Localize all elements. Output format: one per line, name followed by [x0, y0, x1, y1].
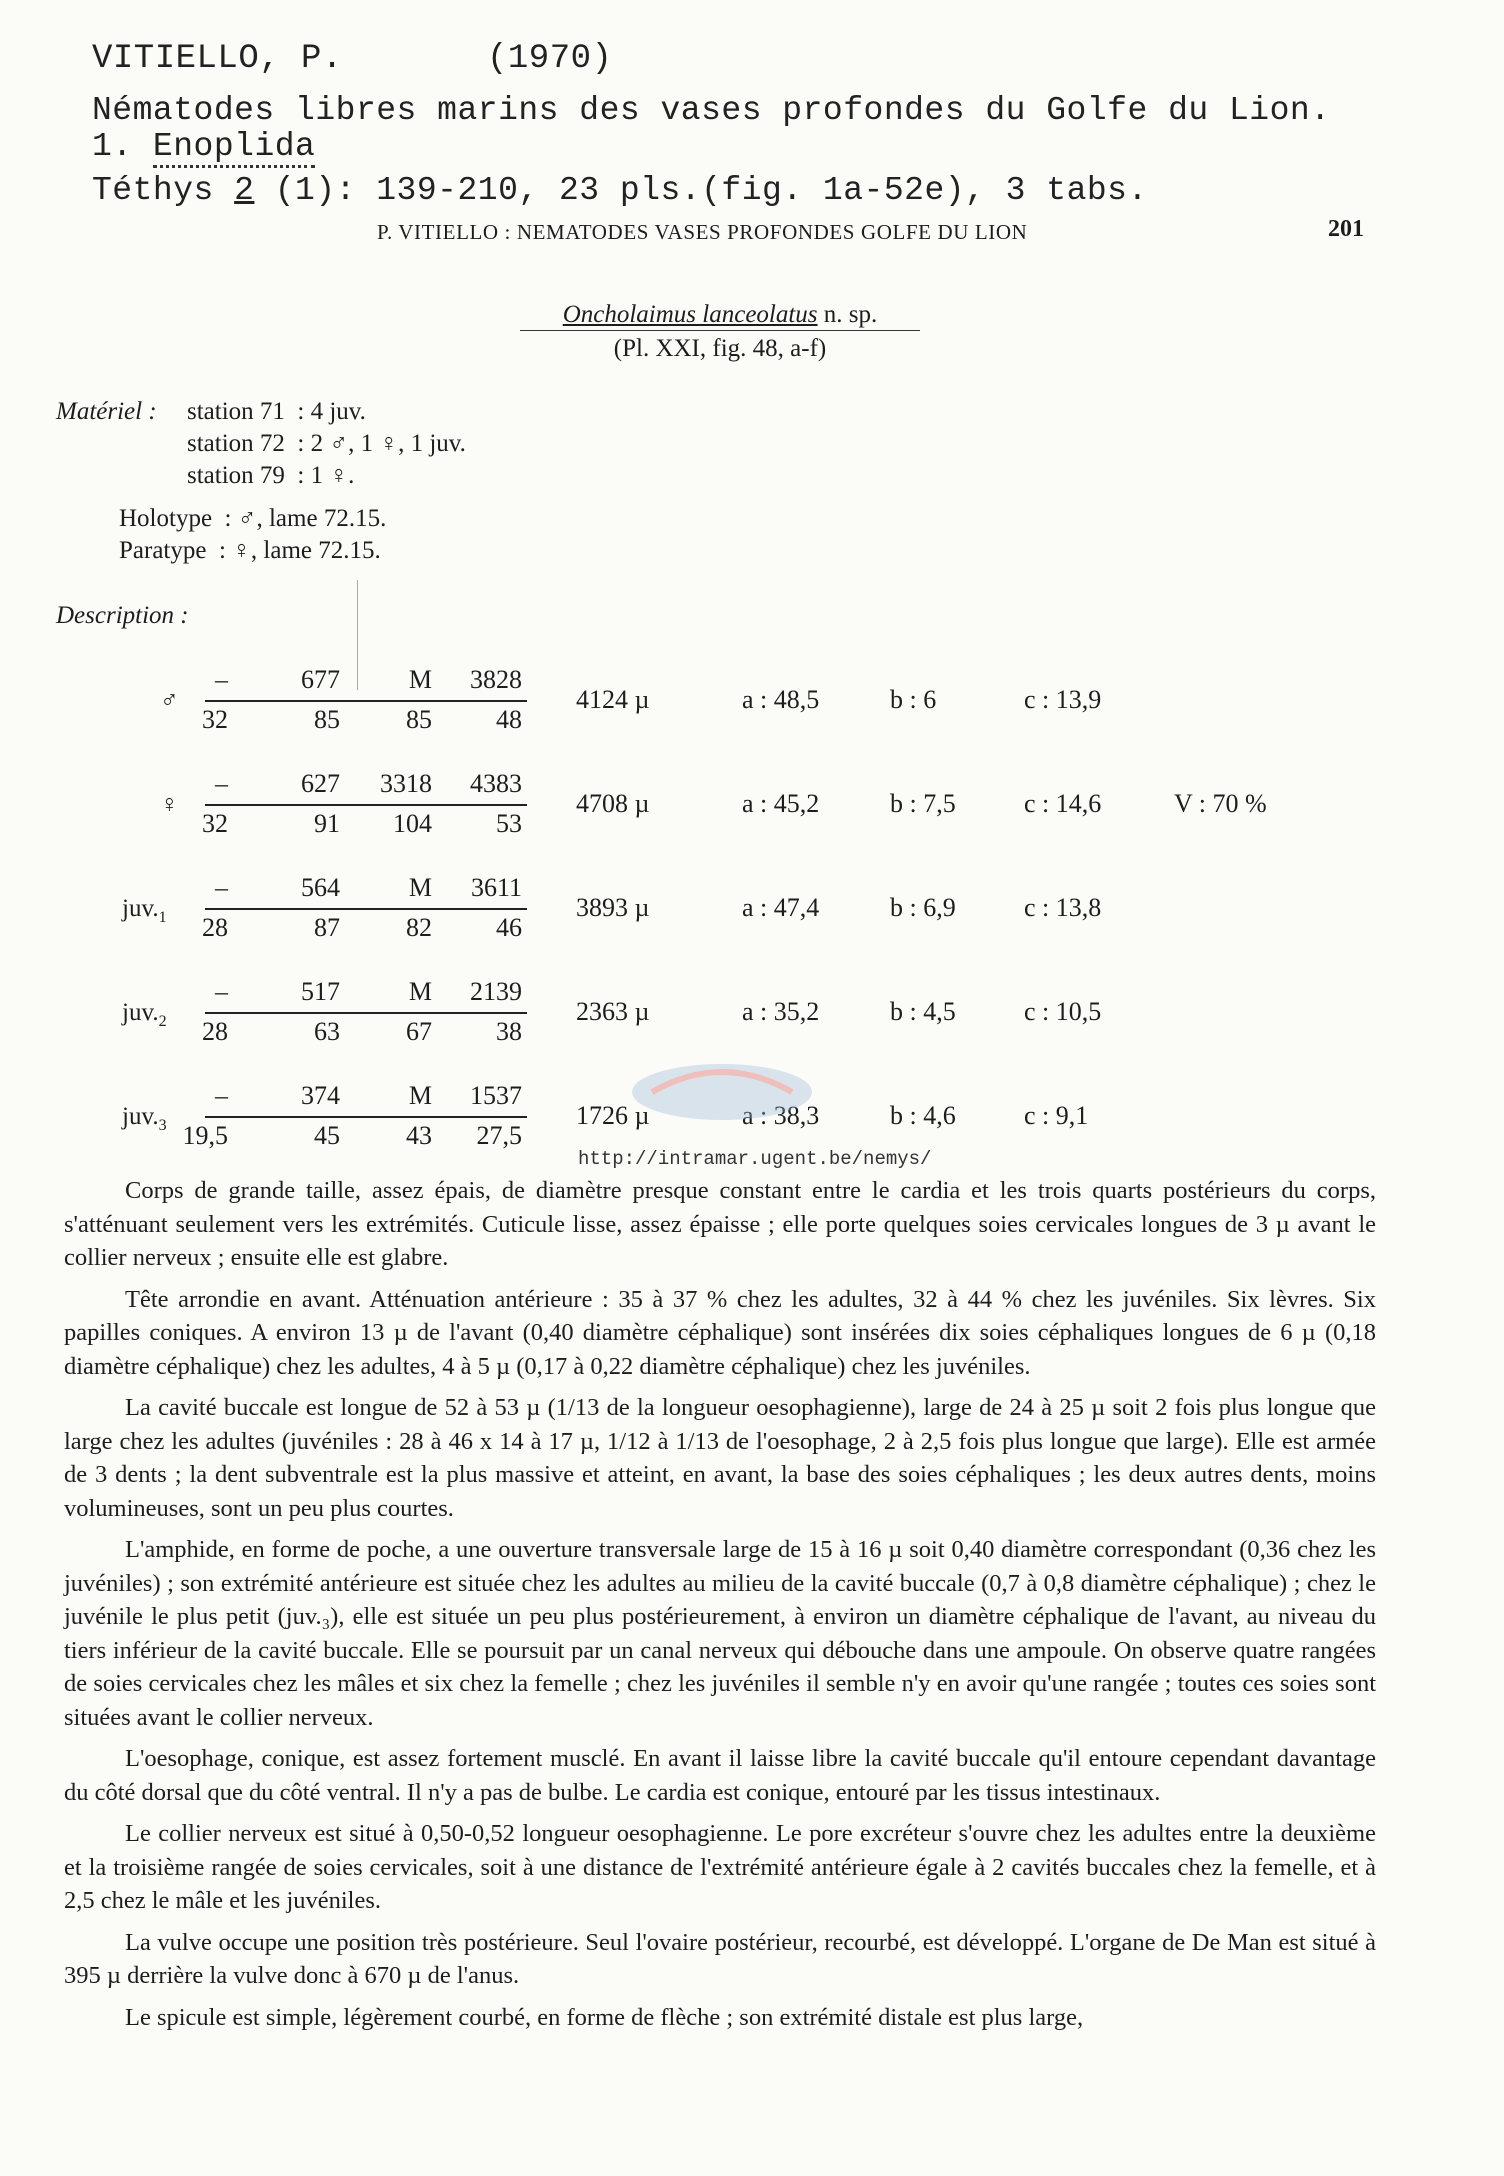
ratio-b: b : 4,5: [890, 997, 956, 1026]
paragraph-collier: Le collier nerveux est situé à 0,50-0,52 longueur oesophagienne. Le pore excréteur s'ouvre chez les adultes entre la deuxième et la troisième rangée de soies cervicales, soit à une distance de l'extrémité antérieure égale à 2 cavités buccales chez la femelle, et à 2,5 chez le mâle et les juvéniles.: [64, 1820, 1376, 1914]
formula-top-value: –: [215, 1081, 228, 1110]
watermark-url: http://intramar.ugent.be/nemys/: [578, 1148, 932, 1170]
formula-top-value: 3611: [470, 873, 522, 902]
ratio-c: c : 14,6: [1024, 789, 1102, 818]
paratype: Paratype : ♀, lame 72.15.: [119, 537, 381, 564]
formula-top-value: 3318: [380, 769, 432, 798]
formula-bottom-value: 45: [314, 1121, 340, 1150]
body-length: 3893 µ: [576, 893, 650, 922]
formula-bottom-value: 63: [314, 1017, 340, 1046]
citation-author: VITIELLO, P.: [92, 40, 343, 78]
formula-top-value: –: [215, 665, 228, 694]
species-name: Oncholaimus lanceolatus: [562, 301, 818, 328]
formula-bottom-value: 28: [202, 1017, 228, 1046]
formula-top-value: 2139: [470, 977, 522, 1006]
measure-label: ♀: [160, 791, 179, 818]
body-length: 2363 µ: [576, 997, 650, 1026]
description-label: Description :: [56, 602, 189, 629]
citation-title: Nématodes libres marins des vases profondes du Golfe du Lion.: [92, 92, 1331, 129]
paragraph-spicule: Le spicule est simple, légèrement courbé, en forme de flèche ; son extrémité distale est plus large,: [125, 2003, 1084, 2031]
station-79: station 79 : 1 ♀.: [187, 462, 355, 489]
formula-top-value: –: [215, 977, 228, 1006]
formula-bottom-value: 27,5: [476, 1121, 522, 1150]
body-length: 4708 µ: [576, 789, 650, 818]
formula-bar: [205, 700, 527, 702]
station-71: station 71 : 4 juv.: [187, 398, 366, 425]
formula-bottom-value: 91: [314, 809, 340, 838]
ratio-a: a : 35,2: [742, 997, 820, 1026]
title-rule: [520, 330, 920, 331]
formula-bottom-value: 32: [202, 705, 228, 734]
ratio-a: a : 48,5: [742, 685, 820, 714]
formula-top-value: –: [215, 873, 228, 902]
citation-subtitle: 1. Enoplida: [92, 128, 315, 165]
formula-top-value: 517: [301, 977, 340, 1006]
ratio-a: a : 38,3: [742, 1101, 820, 1130]
formula-top-value: –: [215, 769, 228, 798]
formula-top-value: 627: [301, 769, 340, 798]
formula-bottom-value: 28: [202, 913, 228, 942]
formula-bottom-value: 53: [496, 809, 522, 838]
ratio-a: a : 47,4: [742, 893, 820, 922]
paragraph-corps: Corps de grande taille, assez épais, de diamètre presque constant entre le cardia et les trois quarts postérieurs du corps, s'atténuant seulement vers les extrémités. Cuticule lisse, assez épaisse ; elle porte quelques soies cervicales longues de 3 µ avant le collier nerveux ; ensuite elle est glabre.: [64, 1177, 1376, 1271]
formula-bar: [205, 908, 527, 910]
paragraph-vulve: La vulve occupe une position très postérieure. Seul l'ovaire postérieur, recourbé, est développé. L'organe de De Man est situé à 395 µ derrière la vulve donc à 670 µ de l'anus.: [64, 1928, 1376, 1989]
formula-top-value: M: [408, 977, 432, 1006]
formula-bottom-value: 85: [406, 705, 432, 734]
paragraph-amphide: L'amphide, en forme de poche, a une ouverture transversale large de 15 à 16 µ soit 0,40 diamètre correspondant (0,36 chez les juvéniles) ; son extrémité antérieure est située chez les adultes au milieu de la cavité buccale (0,7 à 0,8 diamètre céphalique) ; chez le juvénile le plus petit (juv.₃), elle est située un peu plus postérieurement, à environ un diamètre céphalique de l'avant, au niveau du tiers inférieur de la cavité buccale. Elle se poursuit par un canal nerveux qui débouche dans une ampoule. On observe quatre rangées de soies cervicales chez les mâles et six chez la femelle ; chez les juvéniles il semble n'y en avoir qu'une rangée ; toutes ces soies sont situées avant le collier nerveux.: [64, 1536, 1376, 1731]
ratio-v: V : 70 %: [1174, 789, 1267, 818]
measure-label: $juv._1$: [122, 895, 167, 926]
citation-year: (1970): [487, 40, 613, 78]
formula-bottom-value: 82: [406, 913, 432, 942]
formula-bottom-value: 104: [393, 809, 432, 838]
formula-top-value: M: [408, 873, 432, 902]
formula-top-value: 1537: [470, 1081, 522, 1110]
formula-top-value: M: [408, 1081, 432, 1110]
formula-bottom-value: 46: [496, 913, 522, 942]
measure-label: ♂: [160, 687, 179, 714]
ratio-c: c : 13,9: [1024, 685, 1102, 714]
ratio-b: b : 6: [890, 685, 937, 714]
station-72: station 72 : 2 ♂, 1 ♀, 1 juv.: [187, 430, 466, 457]
formula-top-value: 677: [301, 665, 340, 694]
formula-bottom-value: 32: [202, 809, 228, 838]
body-text: [64, 1174, 1376, 2042]
scan-line: [357, 580, 358, 690]
page-number: 201: [1328, 216, 1364, 242]
ratio-a: a : 45,2: [742, 789, 820, 818]
ratio-b: b : 6,9: [890, 893, 956, 922]
formula-top-value: 4383: [470, 769, 522, 798]
paragraph-cavite: La cavité buccale est longue de 52 à 53 µ (1/13 de la longueur oesophagienne), large de 24 à 25 µ soit 2 fois plus longue que large chez les adultes (juvéniles : 28 à 46 x 14 à 17 µ, 1/12 à 1/13 de l'oesophage, 2 à 2,5 fois plus longue que large). Elle est armée de 3 dents ; la dent subventrale est la plus massive et atteint, en avant, la base des soies céphaliques ; les deux autres dents, moins volumineuses, sont un peu plus courtes.: [64, 1394, 1376, 1522]
ratio-b: b : 7,5: [890, 789, 956, 818]
formula-bottom-value: 19,5: [182, 1121, 228, 1150]
formula-top-value: 564: [301, 873, 340, 902]
materiel-label: Matériel :: [56, 398, 157, 425]
formula-bottom-value: 38: [496, 1017, 522, 1046]
formula-bar: [205, 1012, 527, 1014]
ratio-c: c : 9,1: [1024, 1101, 1089, 1130]
paragraph-oesophage: L'oesophage, conique, est assez fortement musclé. En avant il laisse libre la cavité buccale qu'il entoure cependant davantage du côté dorsal que du côté ventral. Il n'y a pas de bulbe. Le cardia est conique, entouré par les tissus intestinaux.: [64, 1745, 1376, 1806]
formula-bar: [205, 804, 527, 806]
measure-label: $juv._3$: [122, 1103, 167, 1134]
marlene-logo: [622, 1032, 822, 1132]
enoplida-underlined: Enoplida: [153, 128, 315, 168]
body-length: 4124 µ: [576, 685, 650, 714]
formula-bar: [205, 1116, 527, 1118]
formula-bottom-value: 67: [406, 1017, 432, 1046]
formula-bottom-value: 48: [496, 705, 522, 734]
holotype: Holotype : ♂, lame 72.15.: [119, 505, 387, 532]
ratio-c: c : 13,8: [1024, 893, 1102, 922]
running-title: P. VITIELLO : NEMATODES VASES PROFONDES GOLFE DU LION: [377, 220, 1028, 244]
formula-top-value: M: [408, 665, 432, 694]
paragraph-tete: Tête arrondie en avant. Atténuation antérieure : 35 à 37 % chez les adultes, 32 à 44 % chez les juvéniles. Six lèvres. Six papilles coniques. A environ 13 µ de l'avant (0,40 diamètre céphalique) sont insérées dix soies céphaliques longues de 6 µ (0,18 diamètre céphalique) chez les adultes, 4 à 5 µ (0,17 à 0,22 diamètre céphalique) chez les juvéniles.: [64, 1285, 1376, 1380]
formula-bottom-value: 85: [314, 705, 340, 734]
species-plate: (Pl. XXI, fig. 48, a-f): [613, 335, 827, 362]
ratio-b: b : 4,6: [890, 1101, 956, 1130]
measure-label: $juv._2$: [122, 999, 167, 1030]
formula-top-value: 3828: [470, 665, 522, 694]
formula-top-value: 374: [301, 1081, 340, 1110]
formula-bottom-value: 87: [314, 913, 340, 942]
formula-bottom-value: 43: [406, 1121, 432, 1150]
body-length: 1726 µ: [576, 1101, 650, 1130]
citation-journal: Téthys 2 (1): 139-210, 23 pls.(fig. 1a-52e), 3 tabs.: [92, 172, 1148, 209]
ratio-c: c : 10,5: [1024, 997, 1102, 1026]
species-title: Oncholaimus lanceolatus n. sp. (Pl. XXI, fig. 48, a-f): [520, 298, 920, 366]
